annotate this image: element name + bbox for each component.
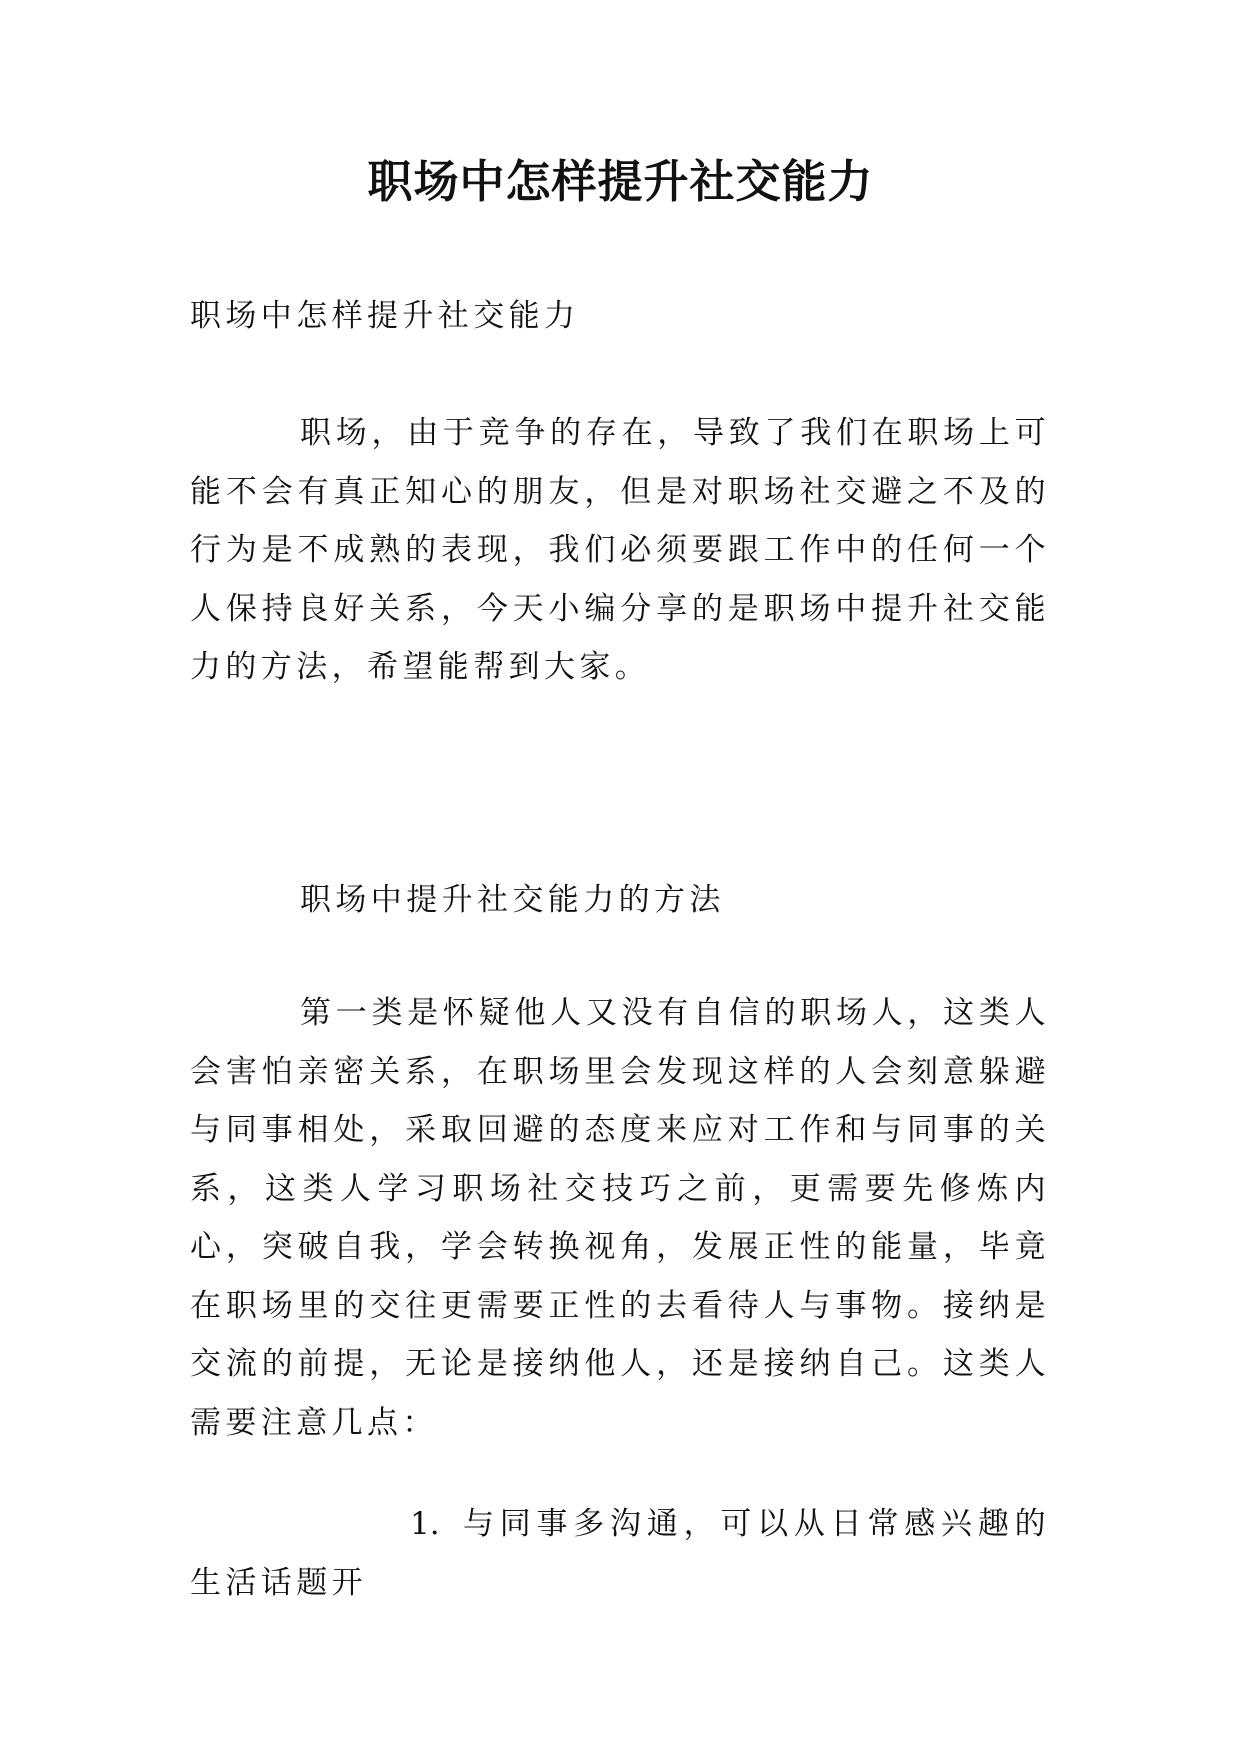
list-item-number: 1. [410,1506,440,1542]
document-subtitle: 职场中怎样提升社交能力 [190,298,580,334]
list-item-text: 与同事多沟通，可以从日常感兴趣的生活话题开 [190,1506,1050,1601]
document-title: 职场中怎样提升社交能力 [367,155,874,208]
section-heading: 职场中提升社交能力的方法 [300,882,725,918]
list-item [190,1495,1050,1612]
first-type-paragraph: 第一类是怀疑他人又没有自信的职场人，这类人会害怕亲密关系，在职场里会发现这样的人会刻意躲避与同事相处，采取回避的态度来应对工作和与同事的关系，这类人学习职场社交技巧之前，更需要先修炼内心，突破自我，学会转换视角，发展正性的能量，毕竟在职场里的交往更需要正性的去看待人与事物。接纳是交流的前提，无论是接纳他人，还是接纳自己。这类人需要注意几点： [190,995,1050,1441]
intro-paragraph: 职场，由于竞争的存在，导致了我们在职场上可能不会有真正知心的朋友，但是对职场社交避之不及的行为是不成熟的表现，我们必须要跟工作中的任何一个人保持良好关系，今天小编分享的是职场中提升社交能力的方法，希望能帮到大家。 [190,415,1050,685]
